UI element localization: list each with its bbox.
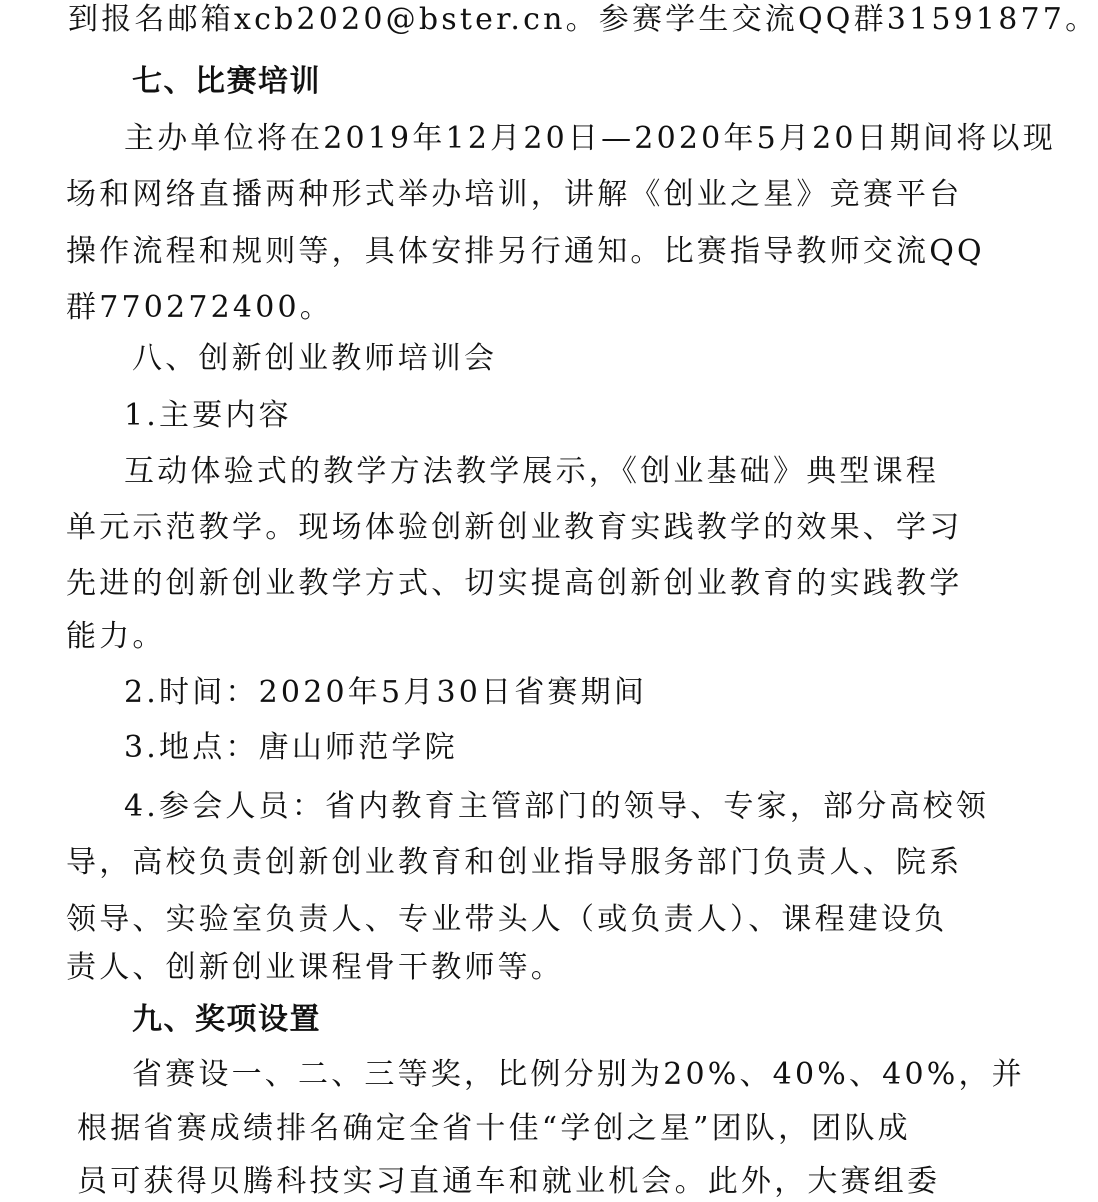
paragraph-line: 领导、实验室负责人、专业带头人（或负责人）、课程建设负: [66, 902, 948, 937]
paragraph-line: 主办单位将在2019年12月20日—2020年5月20日期间将以现: [124, 121, 1056, 156]
section-heading-awards: 九、奖项设置: [132, 1002, 321, 1037]
paragraph-line: 导，高校负责创新创业教育和创业指导服务部门负责人、院系: [66, 845, 963, 880]
paragraph-line: 能力。: [66, 619, 166, 654]
time-line: 2.时间：2020年5月30日省赛期间: [124, 675, 648, 710]
paragraph-line: 操作流程和规则等，具体安排另行通知。比赛指导教师交流QQ: [66, 234, 985, 269]
location-line: 3.地点：唐山师范学院: [124, 730, 458, 765]
paragraph-line: 根据省赛成绩排名确定全省十佳“学创之星”团队，团队成: [77, 1111, 911, 1146]
paragraph-line: 互动体验式的教学方法教学展示，《创业基础》典型课程: [124, 454, 939, 489]
paragraph-line: 员可获得贝腾科技实习直通车和就业机会。此外，大赛组委: [77, 1164, 941, 1199]
subheading-main-content: 1.主要内容: [124, 398, 292, 433]
section-heading-training: 七、比赛培训: [132, 64, 321, 99]
paragraph-line: 单元示范教学。现场体验创新创业教育实践教学的效果、学习: [66, 510, 963, 545]
paragraph-line: 群770272400。: [66, 290, 333, 325]
paragraph-line: 先进的创新创业教学方式、切实提高创新创业教育的实践教学: [66, 566, 963, 601]
section-heading-teacher-training: 八、创新创业教师培训会: [132, 341, 498, 376]
paragraph-line: 省赛设一、二、三等奖，比例分别为20%、40%、40%，并: [132, 1057, 1025, 1092]
paragraph-line: 责人、创新创业课程骨干教师等。: [66, 950, 564, 985]
paragraph-line: 到报名邮箱xcb2020@bster.cn。参赛学生交流QQ群31591877。: [68, 2, 1098, 37]
participants-line: 4.参会人员：省内教育主管部门的领导、专家，部分高校领: [124, 789, 990, 824]
paragraph-line: 场和网络直播两种形式举办培训，讲解《创业之星》竞赛平台: [66, 177, 963, 212]
